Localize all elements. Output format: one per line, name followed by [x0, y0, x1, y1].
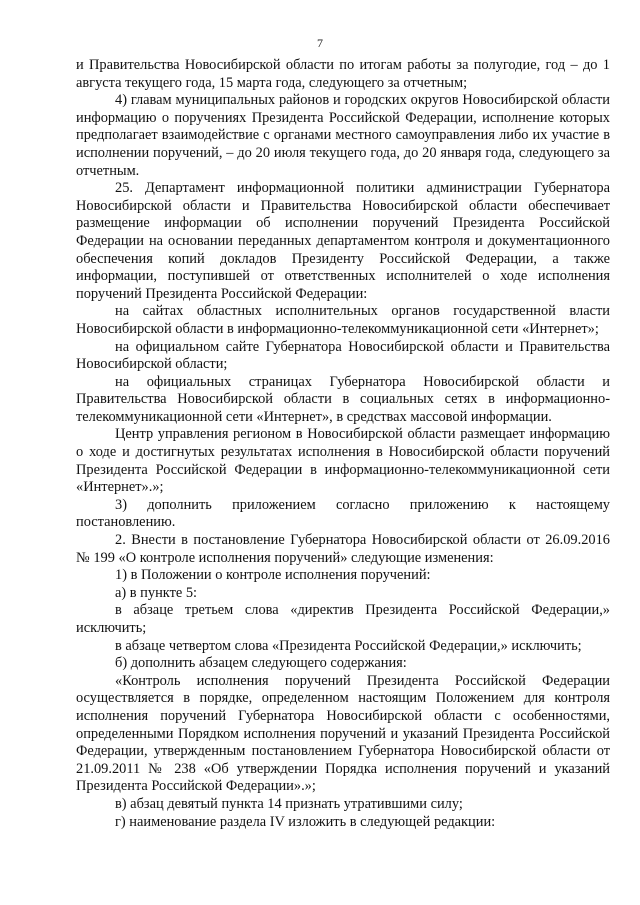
paragraph-continuation: и Правительства Новосибирской области по итогам работы за полугодие, год – до 1 августа текущего года, 15 марта года, следующего за отчетным;	[76, 57, 610, 91]
paragraph-subitem-g: г) наименование раздела IV изложить в следующей редакции:	[115, 813, 496, 830]
paragraph-regional-sites: на сайтах областных исполнительных органов государственной власти Новосибирской области в информационно-телекоммуникационной сети «Интернет»;	[76, 303, 610, 337]
paragraph-subitem-a: а) в пункте 5:	[115, 584, 198, 601]
document-body	[76, 57, 610, 831]
paragraph-regional-center: Центр управления регионом в Новосибирской области размещает информацию о ходе и достигнутых результатах исполнения в Новосибирской области поручений Президента Российской Федерации в информационно-телекоммуникационной сети «Интернет».»;	[76, 426, 610, 496]
paragraph-social-networks: на официальных страницах Губернатора Новосибирской области и Правительства Новосибирской области в социальных сетях в информационно-телекоммуникационной сети «Интернет», в средствах массовой информации.	[76, 373, 610, 425]
paragraph-third-abzac: в абзаце третьем слова «директив Президента Российской Федерации,» исключить;	[76, 602, 610, 636]
paragraph-quote: «Контроль исполнения поручений Президента Российской Федерации осуществляется в порядке, определенном настоящим Положением для контроля исполнения поручений Губернатора Новосибирской области с особенностями, определенными Порядком исполнения поручений и указаний Президента Российской Федерации, утвержденным постановлением Губернатора Новосибирской области от 21.09.2011 № 238 «Об утверждении Порядка исполнения поручений и указаний Президента Российской Федерации».»;	[76, 672, 610, 795]
paragraph-subitem-v: в) абзац девятый пункта 14 признать утратившими силу;	[115, 795, 463, 812]
page-number: 7	[317, 36, 323, 50]
paragraph-fourth-abzac: в абзаце четвертом слова «Президента Российской Федерации,» исключить;	[115, 637, 582, 654]
paragraph-subitem-b: б) дополнить абзацем следующего содержания:	[115, 655, 407, 672]
paragraph-official-site: на официальном сайте Губернатора Новосибирской области и Правительства Новосибирской области;	[76, 338, 610, 373]
paragraph-item-3: 3) дополнить приложением согласно приложению к настоящему постановлению.	[76, 496, 610, 531]
paragraph-section-2: 2. Внести в постановление Губернатора Новосибирской области от 26.09.2016 № 199 «О контроле исполнения поручений» следующие изменения:	[76, 532, 610, 566]
paragraph-section-25: 25. Департамент информационной политики администрации Губернатора Новосибирской области и Правительства Новосибирской области обеспечивает размещение информации об исполнении поручений Президента Российской Федерации на основании переданных департаментом контроля и документационного обеспечения копий докладов Президенту Российской Федерации, а также информации, поступившей от ответственных исполнителей о ходе исполнения поручений Президента Российской Федерации:	[76, 180, 610, 302]
paragraph-subitem-1: 1) в Положении о контроле исполнения поручений:	[115, 567, 431, 584]
paragraph-item-4: 4) главам муниципальных районов и городских округов Новосибирской области информацию о поручениях Президента Российской Федерации, исполнение которых предполагает взаимодействие с органами местного самоуправления либо их участие в исполнении поручений, – до 20 июля текущего года, до 20 января года, следующего за отчетным.	[76, 92, 610, 179]
